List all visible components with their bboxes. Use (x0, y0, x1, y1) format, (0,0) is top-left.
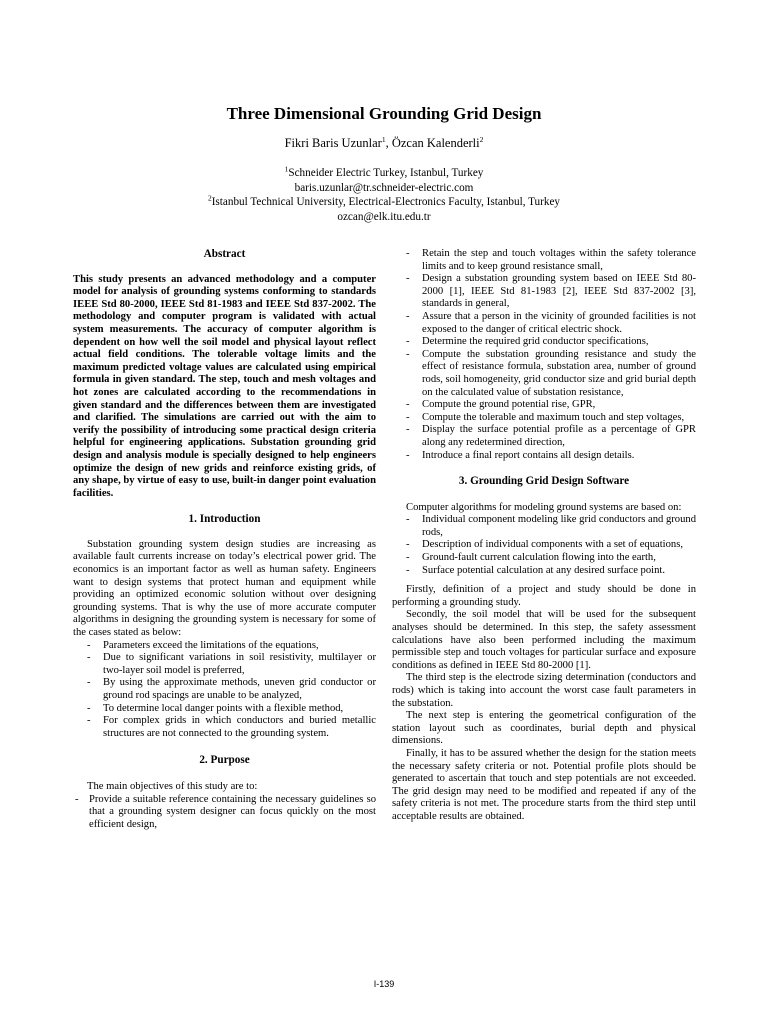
right-column (392, 248, 696, 824)
list-item: - Design a substation grounding system based on IEEE Std 80-2000 [1], IEEE Std 81-1983 [2], IEEE Std 837-2002 [3], standards in general, (392, 273, 696, 311)
list-item: - Individual component modeling like grid conductors and ground rods, (392, 514, 696, 539)
affiliation-email: ozcan@elk.itu.edu.tr (337, 210, 431, 223)
list-item: - Assure that a person in the vicinity of grounded facilities is not exposed to the danger of critical electric shock. (392, 311, 696, 336)
software-list (392, 514, 696, 577)
software-paragraph: Firstly, definition of a project and study should be done in performing a grounding study. (392, 584, 696, 608)
software-paragraph: The third step is the electrode sizing determination (conductors and rods) which is taking into account the worst case fault parameters in the substation. (392, 672, 696, 709)
list-item: - Due to significant variations in soil resistivity, multilayer or two-layer soil model is preferred, (73, 652, 376, 677)
purpose-heading: 2. Purpose (199, 754, 250, 767)
software-paragraph: The next step is entering the geometrical configuration of the station layout such as coordinates, burial depth and physical dimensions. (392, 710, 696, 747)
paper-title: Three Dimensional Grounding Grid Design (226, 104, 542, 123)
affiliation-email: baris.uzunlar@tr.schneider-electric.com (294, 181, 474, 194)
list-item: - Parameters exceed the limitations of the equations, (73, 640, 376, 653)
author-name: Fikri Baris Uzunlar (284, 136, 382, 150)
list-item: - By using the approximate methods, uneven grid conductor or ground rod spacings are unable to be analyzed, (73, 677, 376, 702)
list-item: - Ground-fault current calculation flowing into the earth, (392, 552, 696, 565)
affiliations (0, 166, 768, 224)
list-item: - Determine the required grid conductor specifications, (392, 336, 696, 349)
list-item: - For complex grids in which conductors and buried metallic structures are not connected to the grounding system. (73, 715, 376, 740)
purpose-list-right (392, 248, 696, 462)
author-name: Özcan Kalenderli (391, 136, 480, 150)
introduction-body: Substation grounding system design studies are increasing as available fault currents increase on today’s electrical power grid. The economics is an important factor as well as human safety. Engineers want to design systems that protect human and equipment while providing an optimized economic solution without over designing grounding systems. That is why the use of more accurate computer algorithms in designing the grounding system is necessary for some of the cases stated as below: (73, 538, 376, 639)
introduction-heading: 1. Introduction (188, 513, 261, 526)
affiliation-line: $^1$Schneider Electric Turkey, Istanbul, Turkey (284, 164, 484, 179)
list-item: - Provide a suitable reference containing the necessary guidelines so that a grounding system designer can focus quickly on the most efficient design, (67, 794, 376, 832)
left-column (73, 248, 376, 831)
list-item: - Retain the step and touch voltages within the safety tolerance limits and to keep ground resistance small, (392, 248, 696, 273)
list-item: - Display the surface potential profile as a percentage of GPR along any redetermined direction, (392, 424, 696, 449)
author-affil-mark: 2 (479, 134, 484, 144)
affiliation-line: $^2$Istanbul Technical University, Electrical-Electronics Faculty, Istanbul, Turkey (207, 193, 561, 208)
list-item: - Compute the tolerable and maximum touch and step voltages, (392, 412, 696, 425)
list-item: - Surface potential calculation at any desired surface point. (392, 565, 696, 578)
author-affil-mark: 1 (381, 134, 386, 144)
introduction-list (73, 640, 376, 741)
purpose-list-left (67, 794, 376, 832)
purpose-intro: The main objectives of this study are to: (87, 780, 258, 792)
software-heading: 3. Grounding Grid Design Software (458, 475, 630, 488)
list-item: - Compute the substation grounding resistance and study the effect of resistance formula, substation area, number of ground rods, soil homogeneity, grid conductor size and grid burial depth on the calculated value of substation resistance, (392, 349, 696, 399)
software-paragraph: Finally, it has to be assured whether the design for the station meets the necessary safety criteria or not. Potential profile plots should be generated to ascertain that touch and step potentials are not exceeded. The grid design may need to be modified and repeated if any of the safety criteria is not met. The procedure starts from the third step until acceptable results are obtained. (392, 747, 696, 822)
abstract-body: This study presents an advanced methodology and a computer model for analysis of grounding systems conforming to standards IEEE Std 80-2000, IEEE Std 81-1983 and IEEE Std 837-2002. The methodology and computer program is validated with actual system measurements. The accuracy of computer algorithm is dependent on how well the soil model and physical layout reflect actual field conditions. The tolerable voltage limits and the maximum predicted voltage values are calculated using empirical formula in given standard. The step, touch and mesh voltages and hot zones are calculated according to the recommendations in given standard and the differences between them are investigated and clarified. The simulations are carried out with the aim to verify the possibility of introducing some practical design criteria helpful for engineering applications. Substation grounding grid design and analysis module is specially designed to help engineers optimize the design of new grids and reinforce existing grids, of any shape, by virtue of easy to use, built-in danger point evaluation facilities. (73, 273, 376, 499)
software-intro: Computer algorithms for modeling ground systems are based on: (406, 501, 682, 513)
list-item: - Introduce a final report contains all design details. (392, 450, 696, 463)
page-number: I-139 (373, 979, 395, 989)
list-item: - To determine local danger points with a flexible method, (73, 703, 376, 716)
abstract-heading: Abstract (203, 248, 246, 260)
list-item: - Description of individual components with a set of equations, (392, 539, 696, 552)
list-item: - Compute the ground potential rise, GPR, (392, 399, 696, 412)
software-paragraph: Secondly, the soil model that will be used for the subsequent analyses should be determined. In this step, the safety assessment calculations have also been performed including the maximum permissible step and touch voltages for particular surface and exposure conditions as defined in IEEE Std 80-2000 [1]. (392, 609, 696, 671)
author-line: Fikri Baris Uzunlar$^1$, Özcan Kalenderli$^2$ (284, 134, 484, 150)
